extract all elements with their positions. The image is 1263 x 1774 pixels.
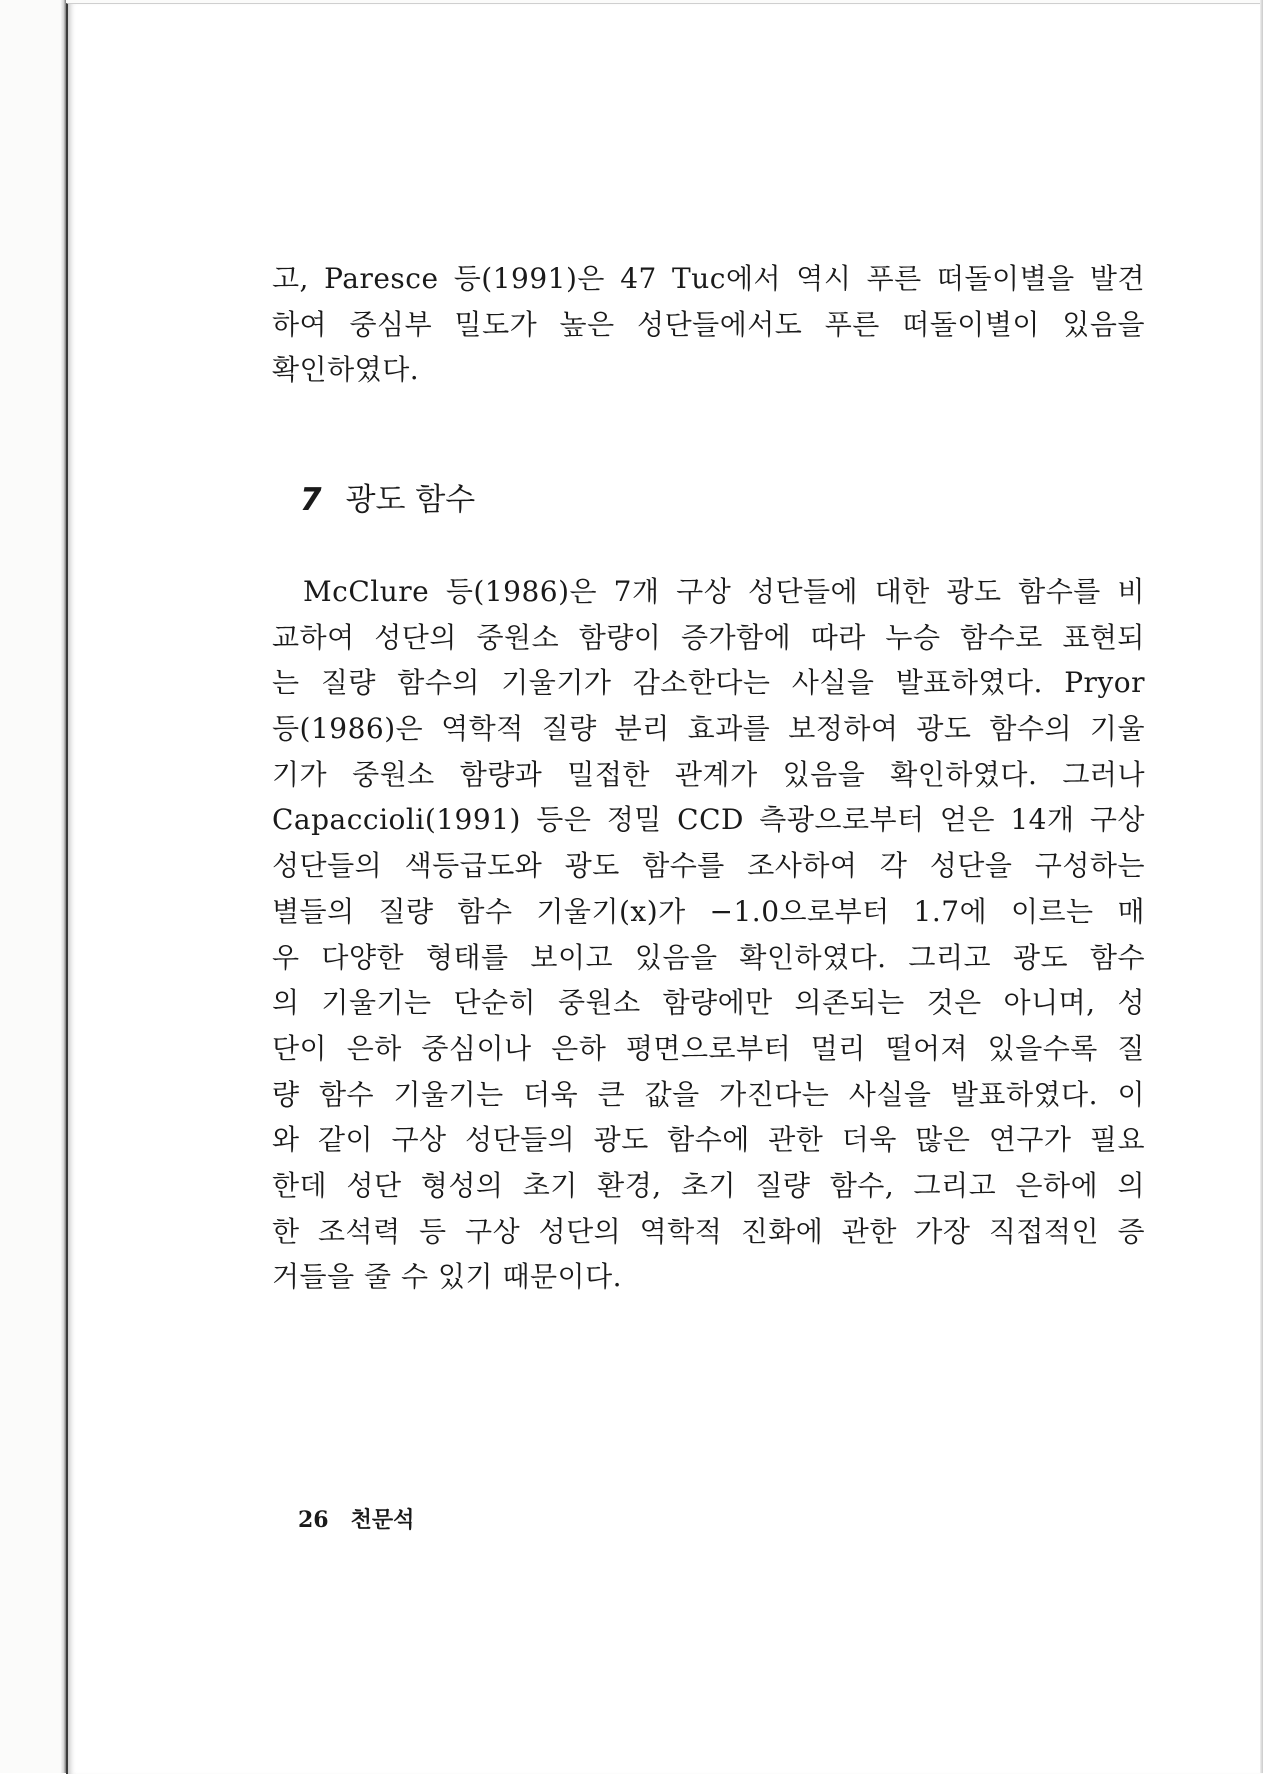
text-line: 고, Paresce 등(1991)은 47 Tuc에서 역시 푸른 떠돌이별을 발견: [272, 262, 1145, 295]
text-line: 단이 은하 중심이나 은하 평면으로부터 멀리 떨어져 있을수록 질: [272, 1031, 1145, 1065]
top-paragraph: [272, 256, 1145, 393]
main-paragraph: [272, 569, 1145, 1300]
running-title: 천문석: [350, 1507, 415, 1533]
text-line: 한 조석력 등 구상 성단의 역학적 진화에 관한 가장 직접적인 증: [272, 1214, 1145, 1248]
text-line: 성단들의 색등급도와 광도 함수를 조사하여 각 성단을 구성하는: [272, 849, 1145, 883]
text-line: 한데 성단 형성의 초기 환경, 초기 질량 함수, 그리고 은하에 의: [272, 1168, 1145, 1202]
text-line: 는 질량 함수의 기울기가 감소한다는 사실을 발표하였다. Pryor: [272, 666, 1145, 700]
text-line: 하여 중심부 밀도가 높은 성단들에서도 푸른 떠돌이별이 있음을: [272, 307, 1145, 341]
section-number: 7: [300, 482, 322, 518]
text-line: 우 다양한 형태를 보이고 있음을 확인하였다. 그리고 광도 함수: [272, 940, 1145, 974]
text-line: 등(1986)은 역학적 질량 분리 효과를 보정하여 광도 함수의 기울: [272, 712, 1145, 746]
page-footer: [298, 1503, 414, 1534]
text-line: 량 함수 기울기는 더욱 큰 값을 가진다는 사실을 발표하였다. 이: [272, 1077, 1145, 1111]
text-line: Capaccioli(1991) 등은 정밀 CCD 측광으로부터 얻은 14개 구상: [272, 803, 1145, 837]
text-line: 기가 중원소 함량과 밀접한 관계가 있음을 확인하였다. 그러나: [272, 757, 1145, 791]
text-line: 거들을 줄 수 있기 때문이다.: [272, 1260, 623, 1294]
text-line: 별들의 질량 함수 기울기(x)가 −1.0으로부터 1.7에 이르는 매: [272, 894, 1145, 928]
text-line: 와 같이 구상 성단들의 광도 함수에 관한 더욱 많은 연구가 필요: [272, 1123, 1145, 1157]
text-line: 교하여 성단의 중원소 함량이 증가함에 따라 누승 함수로 표현되: [272, 620, 1145, 654]
text-line: 의 기울기는 단순히 중원소 함량에만 의존되는 것은 아니며, 성: [272, 986, 1145, 1020]
page-number: 26: [298, 1507, 329, 1533]
section-heading: [300, 480, 475, 520]
section-title: 광도 함수: [345, 482, 476, 518]
text-line: 확인하였다.: [272, 353, 420, 387]
text-line: McClure 등(1986)은 7개 구상 성단들에 대한 광도 함수를 비: [303, 575, 1145, 608]
